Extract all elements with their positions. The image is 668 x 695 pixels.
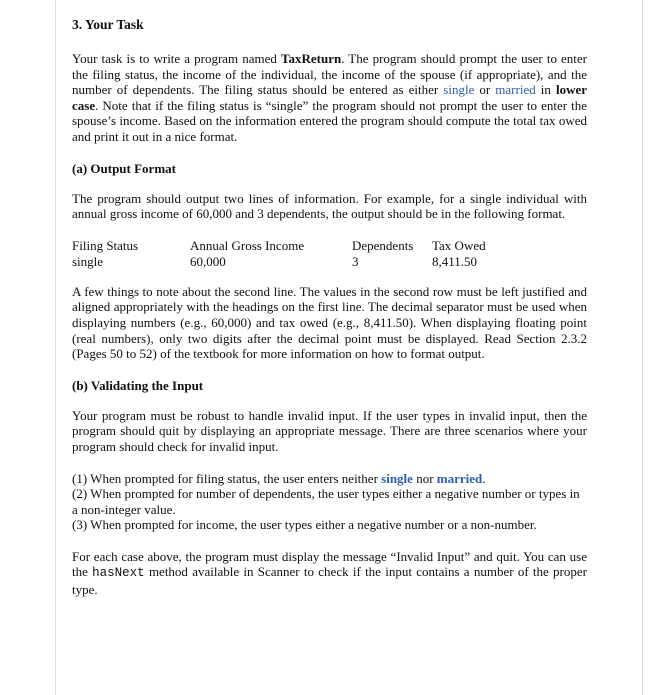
list-item-text: nor <box>412 470 437 486</box>
intro-text: in <box>535 82 556 98</box>
section-title: 3. Your Task <box>72 17 144 32</box>
final-text: method available in Scanner to check if the input contains a number of the proper type. <box>72 564 587 598</box>
header-annual-gross-income: Annual Gross Income <box>190 237 305 253</box>
intro-text: . The program should prompt the user to enter the filing status, the income of the individual, the income of the spouse (if appropriate), and the number of dependents. The filing status should be entered as either <box>72 51 588 98</box>
value-annual-gross-income: 60,000 <box>190 253 226 269</box>
output-format-heading: (a) Output Format <box>72 160 176 176</box>
intro-text: or <box>474 82 496 98</box>
validating-paragraph: Your program must be robust to handle invalid input. If the user types in invalid input, then the program should quit by displaying an appropriate message. There are three scenarios where your program should check for invalid input. <box>72 407 587 454</box>
list-item: (3) When prompted for income, the user types either a negative number or a non-number. <box>72 517 537 533</box>
final-paragraph <box>72 549 587 598</box>
value-filing-status: single <box>72 253 104 269</box>
list-item: (2) When prompted for number of dependents, the user types either a negative number or types in a non-integer value. <box>72 486 580 517</box>
intro-text: . Note that if the filing status is “single” the program should not prompt the user to enter the spouse’s income. Based on the information entered the program should compute the total tax owed and print it out in a nice format. <box>72 97 587 144</box>
header-dependents: Dependents <box>352 237 414 253</box>
header-tax-owed: Tax Owed <box>432 237 486 253</box>
output-example <box>72 238 587 270</box>
final-text: For each case above, the program must display the message “Invalid Input” and quit. You can use the <box>72 548 587 580</box>
intro-paragraph <box>72 51 587 145</box>
keyword-married: married <box>436 470 483 486</box>
keyword-single: single <box>443 82 475 98</box>
lower-case-emphasis: lower case <box>72 82 587 113</box>
intro-text: Your task is to write a program named <box>72 51 281 66</box>
output-format-note: A few things to note about the second line. The values in the second row must be left justified and aligned appropriately with the headings on the first line. The decimal separator must be used when displaying numbers (e.g., 60,000) and tax owed (e.g., 8,411.50). When displaying floating point (real numbers), only two digits after the decimal point must be displayed. Read Section 2.3.2 (Pages 50 to 52) of the textbook for more information on how to format output. <box>72 283 587 362</box>
keyword-single: single <box>381 470 413 486</box>
code-hasnext: hasNext <box>92 566 145 581</box>
output-format-paragraph: The program should output two lines of information. For example, for a single individual with annual gross income of 60,000 and 3 dependents, the output should be in the following format. <box>72 190 587 222</box>
program-name: TaxReturn <box>281 51 342 66</box>
value-tax-owed: 8,411.50 <box>432 253 478 269</box>
value-dependents: 3 <box>352 253 359 269</box>
list-item <box>72 471 587 487</box>
document-content <box>72 17 587 598</box>
keyword-married: married <box>495 82 536 98</box>
list-item-text: (1) When prompted for filing status, the user enters neither <box>72 470 382 486</box>
list-item-text: . <box>482 470 486 486</box>
invalid-input-list <box>72 471 587 533</box>
validating-heading: (b) Validating the Input <box>72 377 204 393</box>
header-filing-status: Filing Status <box>72 237 139 253</box>
